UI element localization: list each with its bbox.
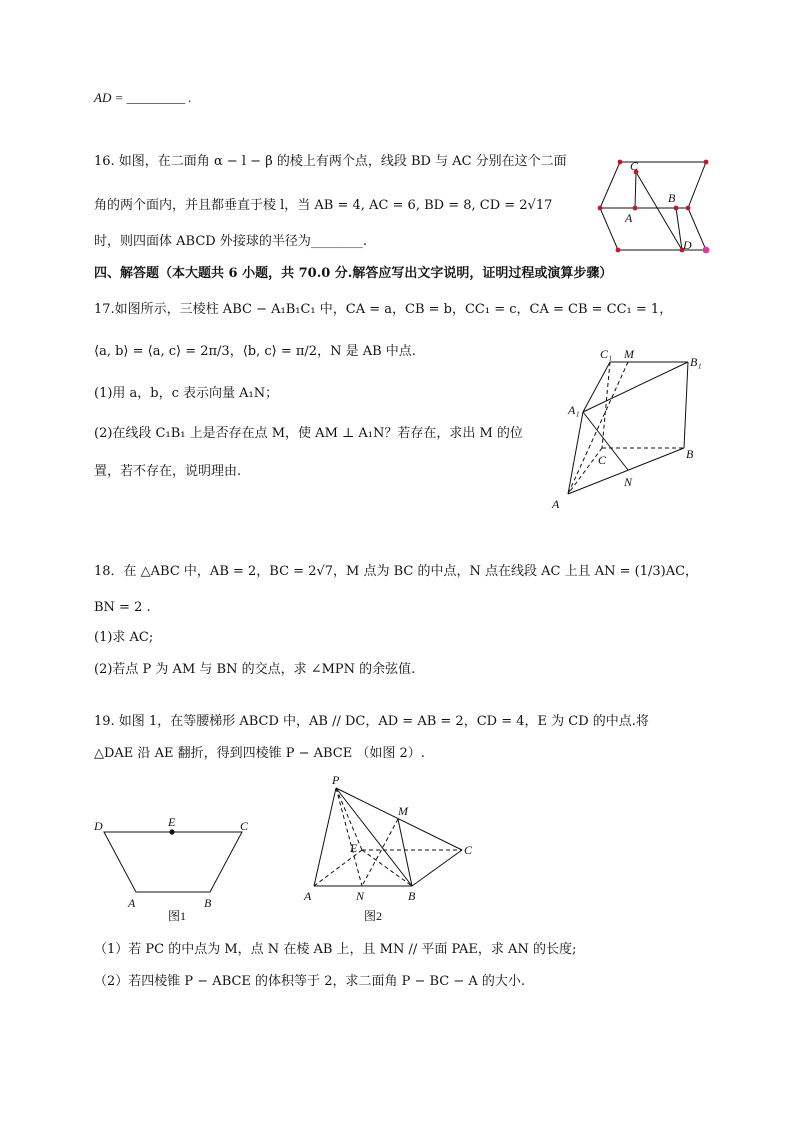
q15-answer-line: AD = _________ . bbox=[94, 90, 192, 105]
q16-label-c: C bbox=[630, 159, 639, 173]
q19-part-2: （2）若四棱锥 P − ABCE 的体积等于 2，求二面角 P − BC − A 的大小. bbox=[94, 974, 526, 989]
q19-figure-2 bbox=[300, 772, 490, 932]
q17-part-2b: 置，若不存在，说明理由. bbox=[94, 464, 242, 479]
q17-prism-figure bbox=[548, 344, 718, 514]
q17-label-b: B bbox=[686, 447, 694, 461]
q18-line-2: BN = 2 . bbox=[94, 600, 151, 615]
q18-part-2: (2)若点 P 为 AM 与 BN 的交点，求 ∠MPN 的余弦值. bbox=[94, 662, 416, 677]
q17-line-1: 17.如图所示，三棱柱 ABC − A₁B₁C₁ 中，CA = a，CB = b，CC₁ = c，CA = CB = CC₁ = 1， bbox=[94, 302, 673, 317]
fig1-label-b: B bbox=[204, 896, 212, 910]
q19-line-2: △DAE 沿 AE 翻折，得到四棱锥 P − ABCE （如图 2）. bbox=[94, 746, 425, 761]
q17-label-b1: B₁ bbox=[690, 355, 702, 369]
q16-line-3: 时，则四面体 ABCD 外接球的半径为________. bbox=[94, 234, 367, 249]
q17-label-c1: C₁ bbox=[600, 347, 613, 361]
q19-figure-1 bbox=[92, 812, 262, 932]
q16-label-b: B bbox=[668, 191, 676, 205]
q16-line-2: 角的两个面内，并且都垂直于棱 l，当 AB = 4, AC = 6, BD = 8, CD = 2√17 bbox=[94, 198, 553, 213]
section-4-heading: 四、解答题（本大题共 6 小题，共 70.0 分.解答应写出文字说明，证明过程或演算步骤） bbox=[94, 266, 613, 281]
q17-part-2a: (2)在线段 C₁B₁ 上是否存在点 M，使 AM ⊥ A₁N？若存在，求出 M 的位 bbox=[94, 426, 523, 441]
q18-line-1: 18．在 △ABC 中，AB = 2，BC = 2√7，M 点为 BC 的中点，N 点在线段 AC 上且 AN = (1/3)AC， bbox=[94, 564, 699, 579]
q16-label-d: D bbox=[683, 238, 692, 252]
fig2-label-a: A bbox=[304, 889, 312, 903]
q16-label-a: A bbox=[625, 211, 633, 225]
q19-part-1: （1）若 PC 的中点为 M，点 N 在棱 AB 上，且 MN // 平面 PAE，求 AN 的长度; bbox=[94, 942, 577, 957]
q18-part-1: (1)求 AC; bbox=[94, 630, 154, 645]
fig1-label-d: D bbox=[94, 819, 103, 833]
fig2-label-p: P bbox=[332, 773, 340, 787]
fig2-label-b: B bbox=[408, 889, 416, 903]
fig2-label-n: N bbox=[356, 889, 365, 903]
q17-line-2: ⟨a, b⟩ = ⟨a, c⟩ = 2π/3，⟨b, c⟩ = π/2，N 是 AB 中点. bbox=[94, 344, 416, 359]
fig2-label-m: M bbox=[398, 804, 408, 818]
q16-line-1: 16. 如图，在二面角 α − l − β 的棱上有两个点，线段 BD 与 AC 分别在这个二面 bbox=[94, 154, 567, 169]
fig1-label-e: E bbox=[168, 815, 176, 829]
q17-label-a1: A₁ bbox=[568, 403, 580, 417]
fig1-caption: 图1 bbox=[168, 909, 187, 923]
q17-label-a: A bbox=[552, 497, 560, 511]
q17-label-m: M bbox=[624, 347, 634, 361]
q17-label-c: C bbox=[598, 453, 607, 467]
fig2-label-c: C bbox=[464, 843, 473, 857]
fig1-label-a: A bbox=[128, 896, 136, 910]
q17-label-n: N bbox=[624, 475, 633, 489]
fig1-label-c: C bbox=[240, 819, 249, 833]
q19-line-1: 19. 如图 1，在等腰梯形 ABCD 中，AB // DC，AD = AB = 2，CD = 4，E 为 CD 的中点.将 bbox=[94, 714, 649, 729]
fig2-label-e: E bbox=[350, 841, 358, 855]
q16-figure bbox=[592, 150, 722, 260]
q17-part-1: (1)用 a，b，c 表示向量 A₁N； bbox=[94, 386, 279, 401]
fig2-caption: 图2 bbox=[364, 909, 383, 923]
